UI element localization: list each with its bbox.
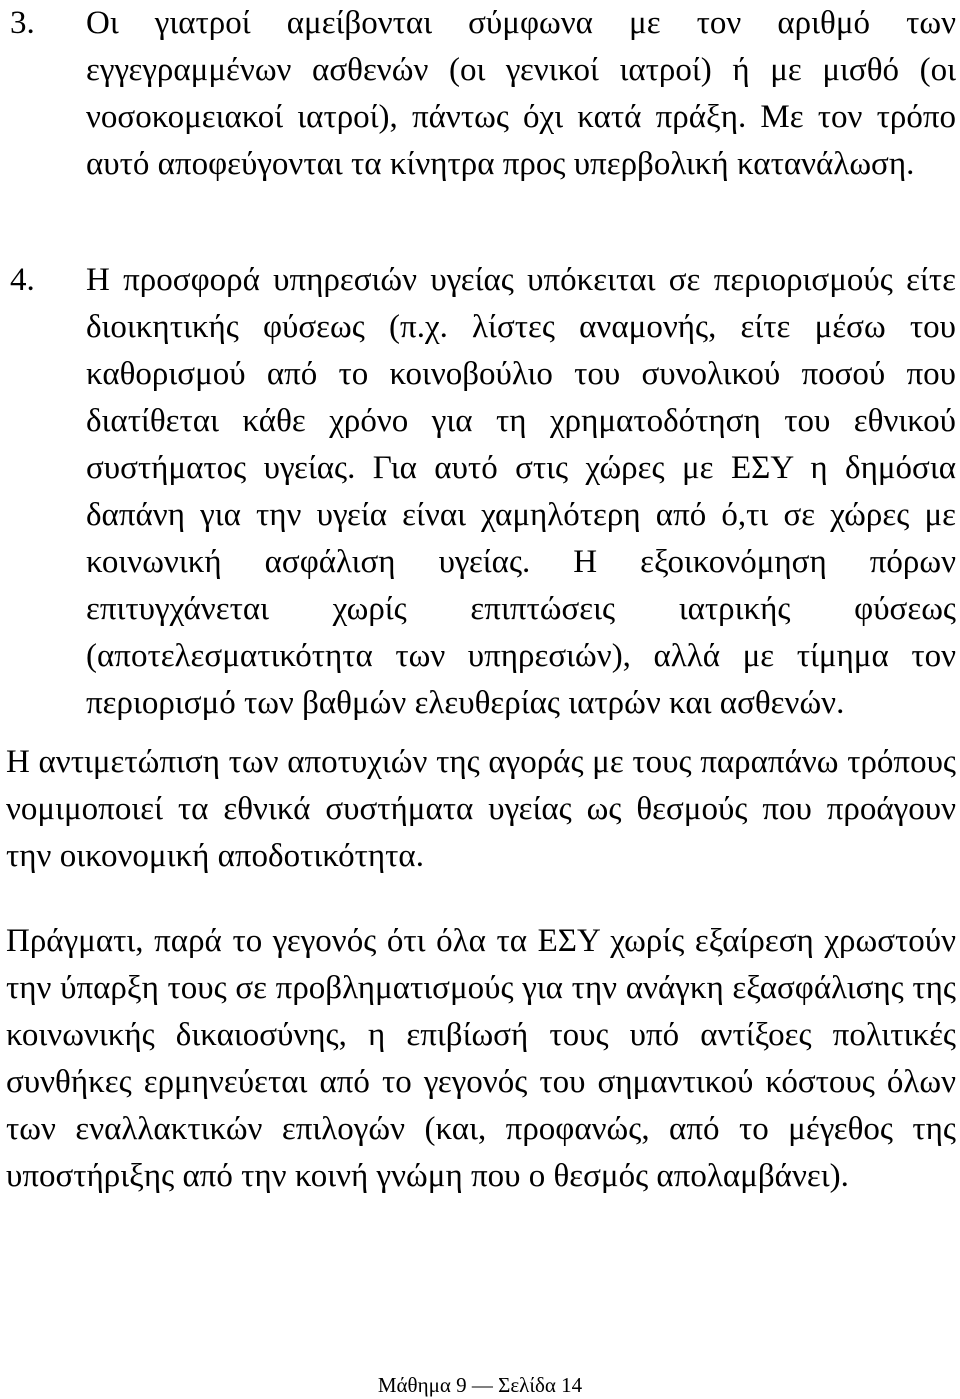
paragraph-survival: Πράγματι, παρά το γεγονός ότι όλα τα ΕΣΥ χωρίς εξαίρεση χρωστούν την ύπαρξη τους σε προβληματισμούς για την ανάγκη εξασφάλισης της κοινωνικής δικαιοσύνης, η επιβίωσή τους υπό αντίξοες πολιτικές συνθήκες ερμηνεύεται από το γεγονός του σημαντικού κόστους όλων των εναλλακτικών επιλογών (και, προφανώς, από το μέγεθος της υποστήριξης από την κοινή γνώμη που ο θεσμός απολαμβάνει).	[6, 923, 956, 1194]
list-number: 4.	[10, 262, 35, 298]
list-number: 3.	[10, 5, 35, 41]
footer-lesson: Μάθημα 9	[377, 1373, 467, 1397]
list-item-text: Η προσφορά υπηρεσιών υγείας υπόκειται σε περιορισμούς είτε διοικητικής φύσεως (π.χ. λίστες αναμονής, είτε μέσω του καθορισμού από το κοινοβούλιο του συνολικού ποσού που διατίθεται κάθε χρόνο για τη χρηματοδότηση του εθνικού συστήματος υγείας. Για αυτό στις χώρες με ΕΣΥ η δημόσια δαπάνη για την υγεία είναι χαμηλότερη από ό,τι σε χώρες με κοινωνική ασφάλιση υγείας. Η εξοικονόμηση πόρων επιτυγχάνεται χωρίς επιπτώσεις ιατρικής φύσεως (αποτελεσματικότητα των υπηρεσιών), αλλά με τίμημα τον περιορισμό των βαθμών ελευθερίας ιατρών και ασθενών.	[86, 262, 956, 721]
footer-separator: —	[471, 1373, 493, 1397]
page-footer	[0, 1371, 960, 1399]
list-item-text: Οι γιατροί αμείβονται σύμφωνα με τον αριθμό των εγγεγραμμένων ασθενών (οι γενικοί ιατροί) ή με μισθό (οι νοσοκομειακοί ιατροί), πάντως όχι κατά πράξη. Με τον τρόπο αυτό αποφεύγονται τα κίνητρα προς υπερβολική κατανάλωση.	[86, 5, 956, 182]
paragraph-legitimation: Η αντιμετώπιση των αποτυχιών της αγοράς με τους παραπάνω τρόπους νομιμοποιεί τα εθνικά συστήματα υγείας ως θεσμούς που προάγουν την οικονομική αποδοτικότητα.	[6, 744, 956, 874]
footer-page-number: Σελίδα 14	[498, 1373, 583, 1397]
